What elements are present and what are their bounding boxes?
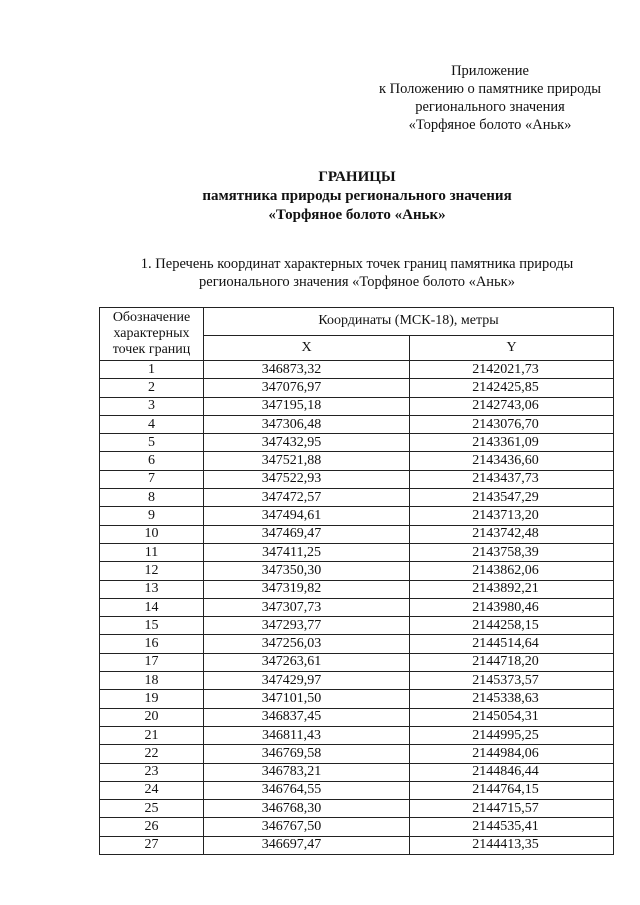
x-coordinate-cell: 347307,73 xyxy=(204,598,410,616)
x-coordinate-cell: 346769,58 xyxy=(204,745,410,763)
appendix-block xyxy=(360,62,620,134)
appendix-line: Приложение xyxy=(451,63,529,79)
y-coordinate-cell: 2143742,48 xyxy=(410,525,614,543)
y-coordinate-cell: 2143862,06 xyxy=(410,562,614,580)
point-number-cell: 12 xyxy=(100,562,204,580)
x-coordinate-cell: 347306,48 xyxy=(204,415,410,433)
point-number-cell: 5 xyxy=(100,434,204,452)
point-number-cell: 16 xyxy=(100,635,204,653)
y-coordinate-cell: 2144715,57 xyxy=(410,800,614,818)
table-row xyxy=(100,507,614,525)
x-coordinate-cell: 347411,25 xyxy=(204,543,410,561)
point-number-cell: 3 xyxy=(100,397,204,415)
y-coordinate-cell: 2144984,06 xyxy=(410,745,614,763)
point-number-cell: 1 xyxy=(100,361,204,379)
x-coordinate-cell: 346764,55 xyxy=(204,781,410,799)
x-coordinate-cell: 347293,77 xyxy=(204,617,410,635)
table-row xyxy=(100,617,614,635)
appendix-line: регионального значения xyxy=(415,99,565,115)
point-number-cell: 14 xyxy=(100,598,204,616)
table-row xyxy=(100,708,614,726)
y-coordinate-cell: 2143892,21 xyxy=(410,580,614,598)
table-row xyxy=(100,434,614,452)
y-coordinate-cell: 2144718,20 xyxy=(410,653,614,671)
table-row xyxy=(100,635,614,653)
x-coordinate-cell: 347076,97 xyxy=(204,379,410,397)
x-coordinate-cell: 347350,30 xyxy=(204,562,410,580)
table-row xyxy=(100,580,614,598)
x-coordinate-cell: 346767,50 xyxy=(204,818,410,836)
point-number-cell: 17 xyxy=(100,653,204,671)
title-line: памятника природы регионального значения xyxy=(202,188,512,204)
y-coordinate-cell: 2143076,70 xyxy=(410,415,614,433)
table-row xyxy=(100,818,614,836)
x-coordinate-cell: 347432,95 xyxy=(204,434,410,452)
coordinates-table xyxy=(99,307,614,855)
section-heading xyxy=(0,255,640,291)
table-row xyxy=(100,781,614,799)
table-row xyxy=(100,726,614,744)
point-number-cell: 23 xyxy=(100,763,204,781)
y-coordinate-cell: 2143980,46 xyxy=(410,598,614,616)
point-number-cell: 25 xyxy=(100,800,204,818)
x-coordinate-cell: 347256,03 xyxy=(204,635,410,653)
section-heading-line: 1. Перечень координат характерных точек границ памятника природы xyxy=(140,256,574,272)
table-row xyxy=(100,672,614,690)
table-row xyxy=(100,470,614,488)
x-coordinate-cell: 347522,93 xyxy=(204,470,410,488)
y-coordinate-cell: 2144995,25 xyxy=(410,726,614,744)
table-row xyxy=(100,598,614,616)
point-number-cell: 20 xyxy=(100,708,204,726)
x-coordinate-cell: 346811,43 xyxy=(204,726,410,744)
table-row xyxy=(100,800,614,818)
y-coordinate-cell: 2143758,39 xyxy=(410,543,614,561)
table-row xyxy=(100,379,614,397)
x-coordinate-cell: 347521,88 xyxy=(204,452,410,470)
x-coordinate-cell: 347101,50 xyxy=(204,690,410,708)
x-coordinate-cell: 347263,61 xyxy=(204,653,410,671)
y-coordinate-cell: 2144535,41 xyxy=(410,818,614,836)
x-coordinate-cell: 346783,21 xyxy=(204,763,410,781)
point-number-cell: 19 xyxy=(100,690,204,708)
point-number-cell: 18 xyxy=(100,672,204,690)
appendix-line: «Торфяное болото «Аньк» xyxy=(408,117,572,133)
table-row xyxy=(100,361,614,379)
header-y: Y xyxy=(410,335,614,360)
table-row xyxy=(100,690,614,708)
x-coordinate-cell: 346697,47 xyxy=(204,836,410,854)
appendix-line: к Положению о памятнике природы xyxy=(378,81,602,97)
y-coordinate-cell: 2144846,44 xyxy=(410,763,614,781)
x-coordinate-cell: 346768,30 xyxy=(204,800,410,818)
title-line: «Торфяное болото «Аньк» xyxy=(268,207,446,223)
point-number-cell: 15 xyxy=(100,617,204,635)
x-coordinate-cell: 347469,47 xyxy=(204,525,410,543)
point-number-cell: 26 xyxy=(100,818,204,836)
y-coordinate-cell: 2143437,73 xyxy=(410,470,614,488)
point-number-cell: 6 xyxy=(100,452,204,470)
y-coordinate-cell: 2144413,35 xyxy=(410,836,614,854)
x-coordinate-cell: 347472,57 xyxy=(204,489,410,507)
table-row xyxy=(100,653,614,671)
title-line: ГРАНИЦЫ xyxy=(318,169,396,185)
point-number-cell: 27 xyxy=(100,836,204,854)
table-row xyxy=(100,745,614,763)
y-coordinate-cell: 2145373,57 xyxy=(410,672,614,690)
y-coordinate-cell: 2144764,15 xyxy=(410,781,614,799)
table-row xyxy=(100,415,614,433)
y-coordinate-cell: 2144258,15 xyxy=(410,617,614,635)
y-coordinate-cell: 2144514,64 xyxy=(410,635,614,653)
y-coordinate-cell: 2142743,06 xyxy=(410,397,614,415)
y-coordinate-cell: 2142021,73 xyxy=(410,361,614,379)
table-row xyxy=(100,562,614,580)
table-row xyxy=(100,543,614,561)
point-number-cell: 21 xyxy=(100,726,204,744)
point-number-cell: 8 xyxy=(100,489,204,507)
table-row xyxy=(100,836,614,854)
x-coordinate-cell: 347494,61 xyxy=(204,507,410,525)
table-row xyxy=(100,397,614,415)
x-coordinate-cell: 347195,18 xyxy=(204,397,410,415)
point-number-cell: 22 xyxy=(100,745,204,763)
y-coordinate-cell: 2143361,09 xyxy=(410,434,614,452)
point-number-cell: 9 xyxy=(100,507,204,525)
table-row xyxy=(100,452,614,470)
coordinates-table-body xyxy=(100,361,614,855)
x-coordinate-cell: 346837,45 xyxy=(204,708,410,726)
point-number-cell: 24 xyxy=(100,781,204,799)
table-row xyxy=(100,489,614,507)
point-number-cell: 4 xyxy=(100,415,204,433)
point-number-cell: 2 xyxy=(100,379,204,397)
table-row xyxy=(100,525,614,543)
y-coordinate-cell: 2142425,85 xyxy=(410,379,614,397)
point-number-cell: 10 xyxy=(100,525,204,543)
x-coordinate-cell: 347319,82 xyxy=(204,580,410,598)
y-coordinate-cell: 2145054,31 xyxy=(410,708,614,726)
y-coordinate-cell: 2143547,29 xyxy=(410,489,614,507)
y-coordinate-cell: 2145338,63 xyxy=(410,690,614,708)
y-coordinate-cell: 2143436,60 xyxy=(410,452,614,470)
table-row xyxy=(100,763,614,781)
header-x: X xyxy=(204,335,410,360)
x-coordinate-cell: 346873,32 xyxy=(204,361,410,379)
point-number-cell: 13 xyxy=(100,580,204,598)
header-coordinates: Координаты (МСК-18), метры xyxy=(204,308,614,336)
y-coordinate-cell: 2143713,20 xyxy=(410,507,614,525)
x-coordinate-cell: 347429,97 xyxy=(204,672,410,690)
document-title xyxy=(0,168,640,225)
point-number-cell: 11 xyxy=(100,543,204,561)
header-point-name: Обозначение характерных точек границ xyxy=(100,308,204,361)
point-number-cell: 7 xyxy=(100,470,204,488)
section-heading-line: регионального значения «Торфяное болото «Аньк» xyxy=(199,274,515,290)
